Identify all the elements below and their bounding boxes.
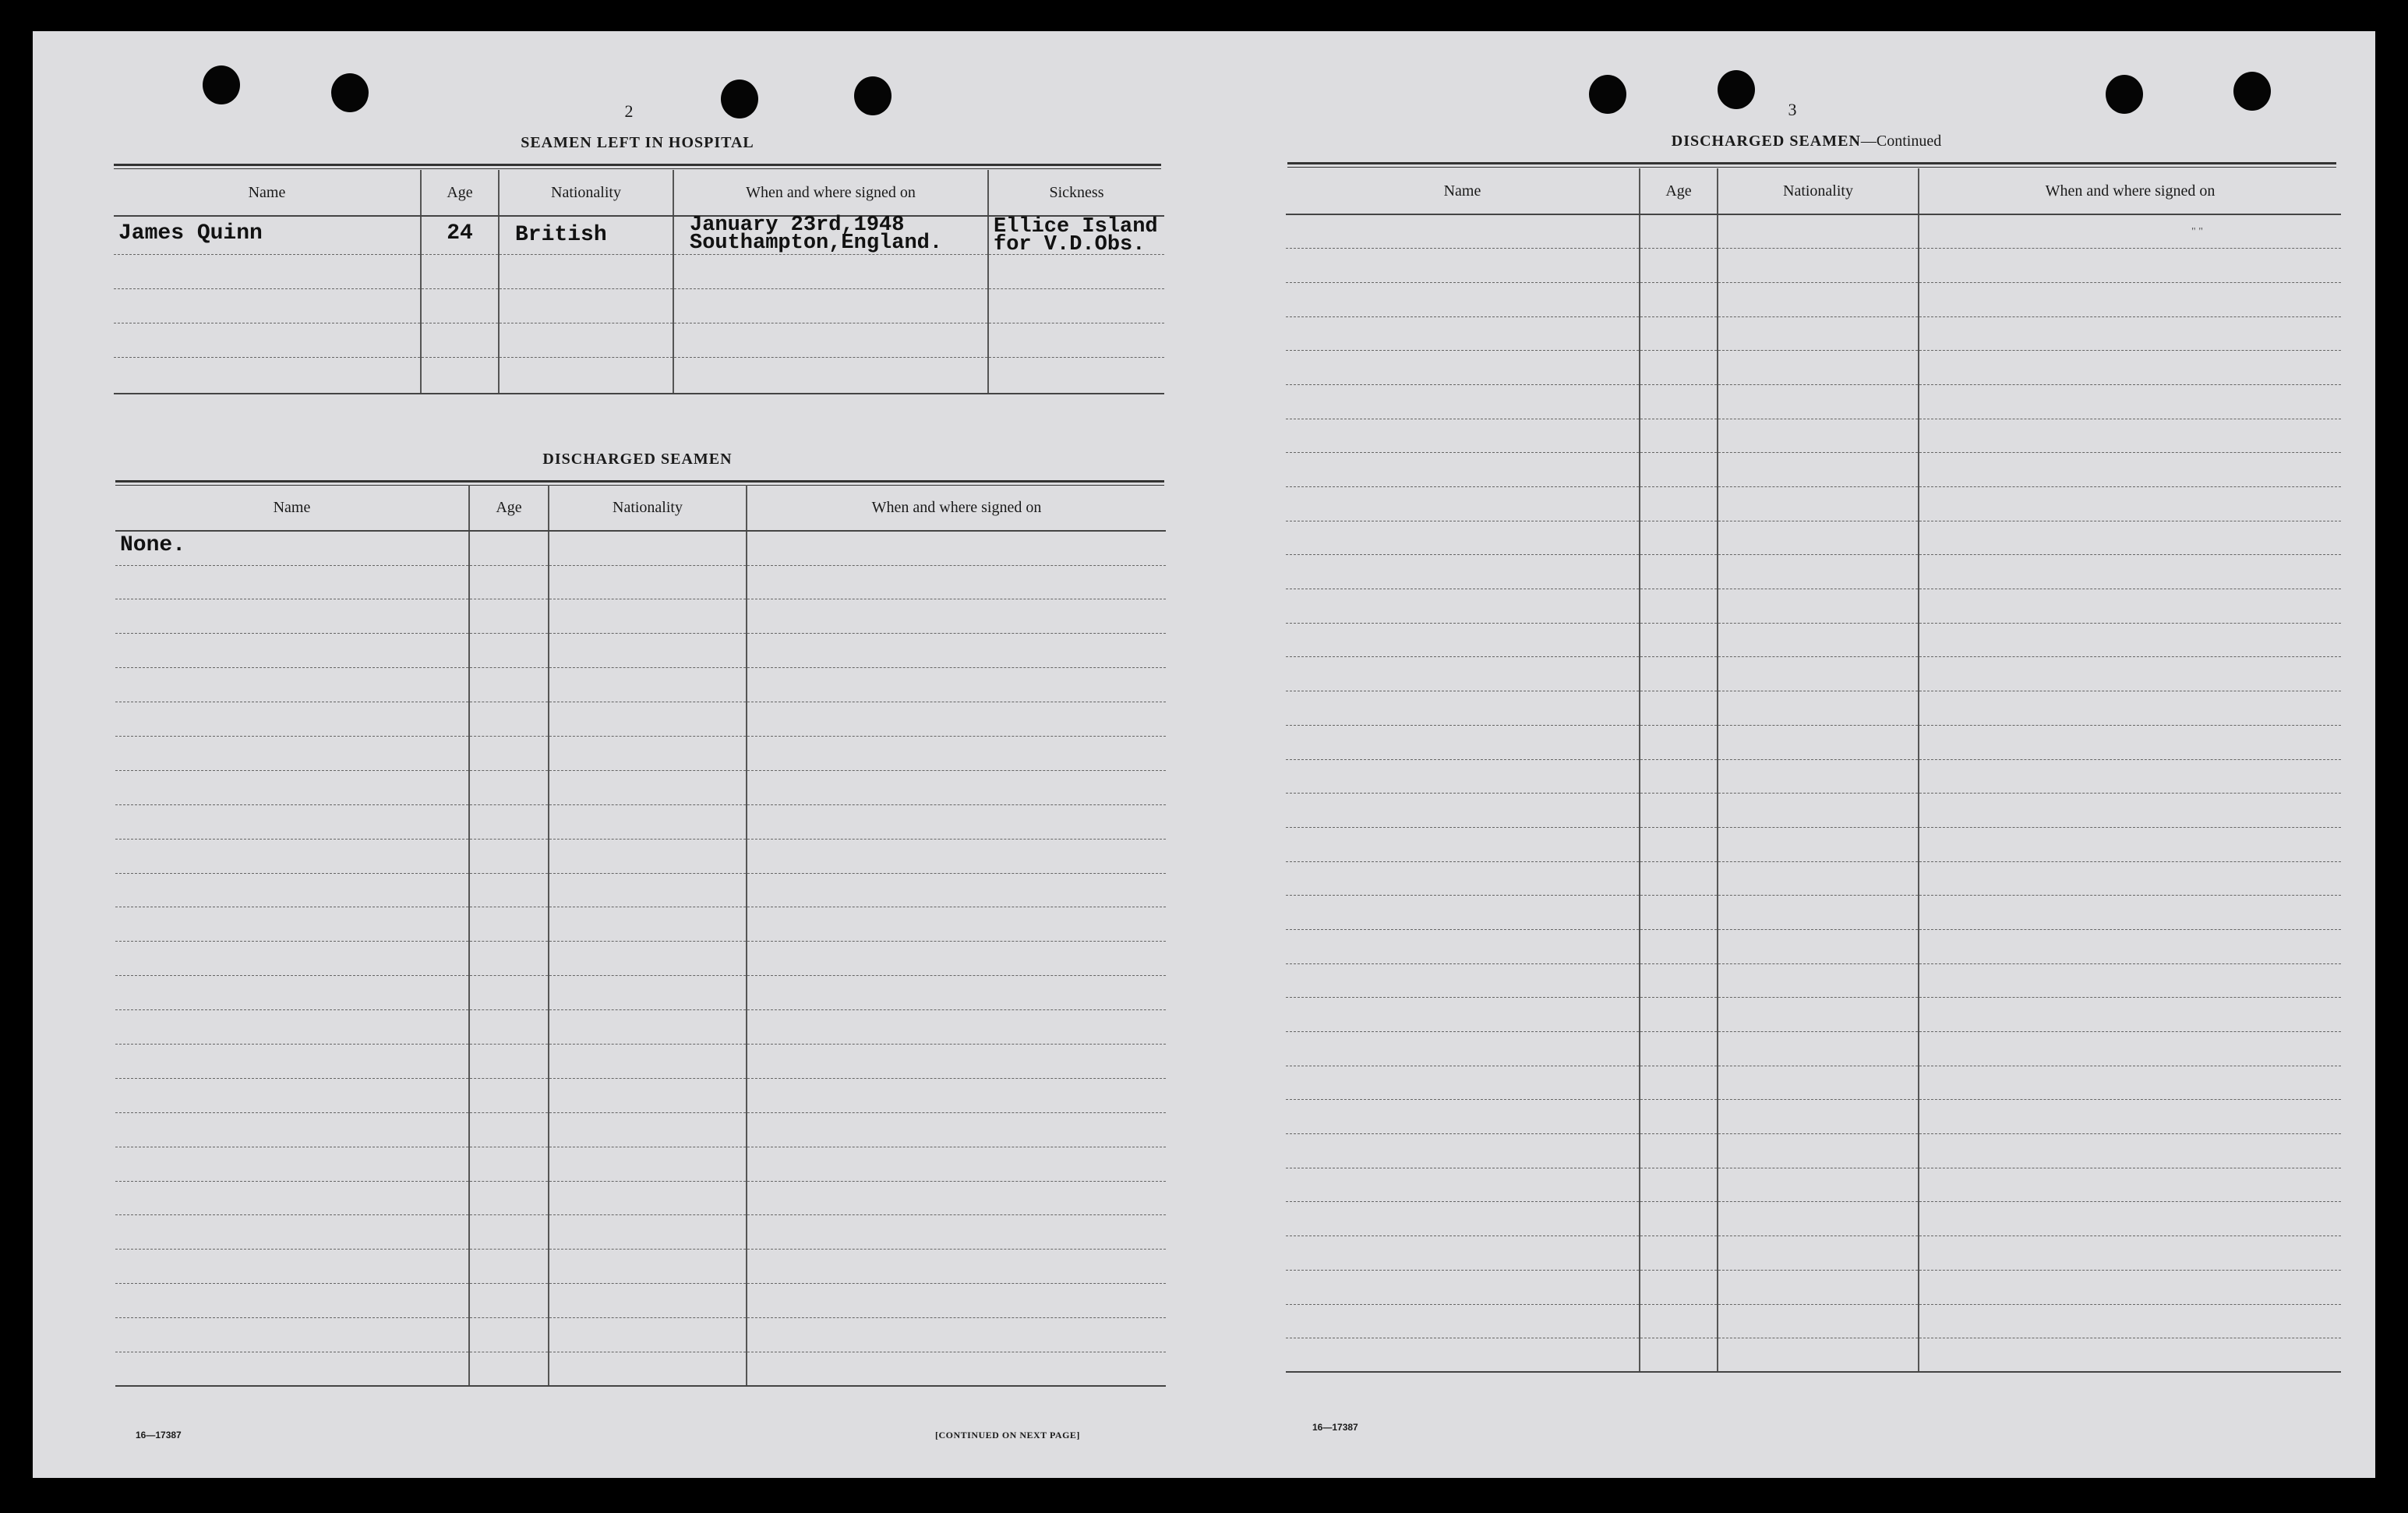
column-header-signed-on: When and where signed on bbox=[1919, 168, 2341, 214]
table-row bbox=[1286, 759, 2341, 794]
table-row bbox=[1286, 1304, 2341, 1338]
right-title-main: DISCHARGED SEAMEN bbox=[1671, 133, 1861, 150]
table-row bbox=[1286, 794, 2341, 828]
seaman-nationality: British bbox=[515, 223, 607, 247]
table-row bbox=[115, 1284, 1166, 1318]
table-row bbox=[1286, 725, 2341, 759]
table-row bbox=[115, 976, 1166, 1010]
table-row bbox=[115, 1044, 1166, 1078]
stray-mark: " " bbox=[2191, 226, 2203, 238]
seaman-age: 24 bbox=[447, 221, 473, 246]
discharged-section-title: DISCHARGED SEAMEN bbox=[542, 451, 733, 468]
right-discharged-table bbox=[1286, 168, 2341, 1373]
document-sheet bbox=[33, 31, 2375, 1478]
column-header-signed-on: When and where signed on bbox=[673, 170, 988, 216]
table-row bbox=[1286, 555, 2341, 589]
table-row bbox=[115, 1078, 1166, 1112]
punch-hole bbox=[854, 76, 892, 115]
table-row bbox=[1286, 1168, 2341, 1202]
table-row bbox=[1286, 896, 2341, 930]
table-row bbox=[1286, 1066, 2341, 1100]
table-row bbox=[1286, 929, 2341, 963]
table-row bbox=[115, 804, 1166, 839]
table-row bbox=[115, 873, 1166, 907]
right-form-number: 16—17387 bbox=[1312, 1422, 1358, 1433]
table-row bbox=[115, 1352, 1166, 1386]
table-row bbox=[1286, 657, 2341, 691]
table-row bbox=[1286, 487, 2341, 521]
table-row bbox=[115, 599, 1166, 634]
table-row bbox=[115, 770, 1166, 804]
right-section-title bbox=[1323, 133, 2290, 150]
right-page-number: 3 bbox=[1788, 100, 1797, 119]
continued-note: [CONTINUED ON NEXT PAGE] bbox=[935, 1430, 1080, 1441]
right-top-rule bbox=[1287, 162, 2336, 168]
column-header-signed-on: When and where signed on bbox=[747, 485, 1166, 531]
punch-hole bbox=[721, 80, 758, 118]
punch-hole bbox=[2106, 75, 2143, 114]
table-row bbox=[115, 702, 1166, 737]
left-form-number: 16—17387 bbox=[136, 1430, 182, 1441]
table-row bbox=[115, 942, 1166, 976]
discharged-table bbox=[115, 485, 1166, 1387]
table-row bbox=[1286, 282, 2341, 316]
table-row bbox=[1286, 214, 2341, 249]
table-row bbox=[1286, 384, 2341, 419]
none-entry: None. bbox=[120, 533, 186, 557]
column-header-name: Name bbox=[115, 485, 469, 531]
table-row bbox=[1286, 623, 2341, 657]
table-row bbox=[1286, 963, 2341, 998]
table-row bbox=[115, 1250, 1166, 1284]
table-row bbox=[115, 839, 1166, 873]
table-row bbox=[1286, 316, 2341, 351]
signed-on-date: January 23rd,1948 bbox=[690, 214, 905, 237]
table-row bbox=[115, 1215, 1166, 1250]
column-header-sickness: Sickness bbox=[988, 170, 1164, 216]
table-row bbox=[1286, 1270, 2341, 1304]
signed-on-place: Southampton,England. bbox=[690, 232, 943, 255]
table-row bbox=[115, 634, 1166, 668]
punch-hole bbox=[1589, 75, 1626, 114]
sickness-line-1: Ellice Island bbox=[994, 215, 1158, 239]
table-row bbox=[115, 531, 1166, 565]
punch-hole bbox=[203, 65, 240, 104]
table-row bbox=[114, 323, 1164, 358]
table-row bbox=[1286, 861, 2341, 896]
table-row bbox=[115, 1318, 1166, 1352]
table-row bbox=[1286, 1134, 2341, 1168]
table-row bbox=[1286, 351, 2341, 385]
table-row bbox=[114, 358, 1164, 394]
hospital-top-rule bbox=[114, 164, 1161, 169]
table-row bbox=[114, 255, 1164, 289]
column-header-nationality: Nationality bbox=[549, 485, 747, 531]
table-row bbox=[115, 1010, 1166, 1045]
sickness-line-2: for V.D.Obs. bbox=[994, 233, 1146, 256]
punch-hole bbox=[331, 73, 369, 112]
table-row bbox=[1286, 1032, 2341, 1066]
hospital-table bbox=[114, 170, 1164, 394]
punch-hole bbox=[1718, 70, 1755, 109]
table-row bbox=[1286, 419, 2341, 453]
right-title-suffix: —Continued bbox=[1860, 133, 1942, 150]
table-row bbox=[1286, 691, 2341, 726]
column-header-name: Name bbox=[114, 170, 421, 216]
table-row bbox=[1286, 1202, 2341, 1236]
column-header-age: Age bbox=[1640, 168, 1718, 214]
table-row bbox=[1286, 1236, 2341, 1271]
column-header-name: Name bbox=[1286, 168, 1640, 214]
table-row bbox=[1286, 827, 2341, 861]
column-header-nationality: Nationality bbox=[1718, 168, 1919, 214]
table-row bbox=[115, 1147, 1166, 1181]
table-row bbox=[114, 289, 1164, 323]
table-row bbox=[115, 668, 1166, 702]
column-header-age: Age bbox=[421, 170, 499, 216]
table-row bbox=[1286, 998, 2341, 1032]
table-row bbox=[115, 1112, 1166, 1147]
table-row bbox=[1286, 589, 2341, 624]
table-row bbox=[1286, 1338, 2341, 1373]
table-row bbox=[114, 216, 1164, 255]
punch-hole bbox=[2233, 72, 2271, 111]
seaman-name: James Quinn bbox=[118, 221, 263, 246]
hospital-section-title: SEAMEN LEFT IN HOSPITAL bbox=[521, 134, 754, 151]
column-header-age: Age bbox=[469, 485, 549, 531]
table-row bbox=[1286, 249, 2341, 283]
table-row bbox=[115, 736, 1166, 770]
table-row bbox=[115, 565, 1166, 599]
table-row bbox=[1286, 1100, 2341, 1134]
table-row bbox=[115, 1181, 1166, 1215]
table-row bbox=[1286, 521, 2341, 555]
table-row bbox=[115, 907, 1166, 942]
left-page-number: 2 bbox=[624, 101, 634, 121]
table-row bbox=[1286, 453, 2341, 487]
column-header-nationality: Nationality bbox=[499, 170, 673, 216]
